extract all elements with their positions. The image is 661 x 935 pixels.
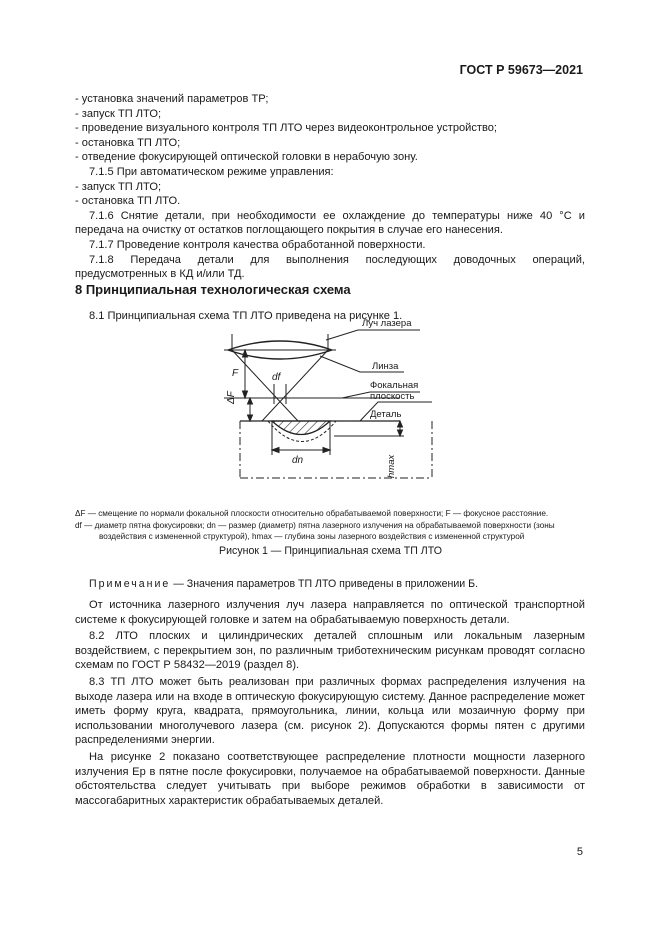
label-laser-beam: Луч лазера — [362, 318, 412, 329]
figure-legend — [75, 508, 585, 543]
clause-7-1-5: 7.1.5 При автоматическом режиме управления: — [89, 165, 334, 178]
note-label: Примечание — [89, 578, 171, 590]
figure-caption: Рисунок 1 — Принципиальная схема ТП ЛТО — [219, 545, 442, 557]
note — [89, 578, 478, 590]
paragraph: 8.3 ТП ЛТО может быть реализован при различных формах распределения излучения на выходе лазера или на входе в оптическую фокусирующую систему. Данное распределение может иметь форму круга, квадрата, прямоугольника, линии, кольца или мозаичную форму при использовании многолучевого лазера (см. рисунок 2). Допускаются формы пятен с другими распределениями энергии. — [75, 675, 585, 747]
ray-right — [262, 350, 328, 421]
text-block-bottom — [75, 598, 585, 808]
section-8-heading: 8 Принципиальная технологическая схема — [75, 282, 351, 297]
page-number: 5 — [576, 846, 583, 858]
symbol-hmax: hmax — [386, 454, 397, 478]
document-header: ГОСТ Р 59673—2021 — [459, 63, 583, 77]
label-focal-plane-2: плоскость — [370, 391, 415, 402]
label-focal-plane-1: Фокальная — [370, 380, 419, 391]
legend-line: df — диаметр пятна фокусировки; dn — размер (диаметр) пятна лазерного излучения на обрабатываемой поверхности (зоны — [75, 520, 555, 530]
legend-line: воздействия с измененной структурой), hmax — глубина зоны лазерного воздействия с измененной структурой — [99, 532, 525, 541]
clause-7-1-6: 7.1.6 Снятие детали, при необходимости ее охлаждение до температуры ниже 40 °С и передача на очистку от остатков поглощающего покрытия в случае его нанесения. — [75, 209, 585, 237]
symbol-delta-F: ΔF — [226, 391, 237, 404]
label-lens: Линза — [372, 361, 399, 372]
list-item: - запуск ТП ЛТО; — [75, 180, 162, 193]
list-item: - проведение визуального контроля ТП ЛТО через видеоконтрольное устройство; — [75, 122, 498, 135]
clause-8-1: 8.1 Принципиальная схема ТП ЛТО приведена на рисунке 1. — [89, 310, 403, 322]
clause-7-1-8: 7.1.8 Передача детали для выполнения последующих доводочных операций, предусмотренных в КД и/или ТД. — [75, 253, 585, 281]
list-item: - остановка ТП ЛТО; — [75, 136, 181, 149]
symbol-F: F — [232, 368, 239, 379]
list-item: - запуск ТП ЛТО; — [75, 107, 162, 120]
clause-7-1-7: 7.1.7 Проведение контроля качества обработанной поверхности. — [89, 238, 426, 251]
label-part: Деталь — [370, 409, 402, 420]
symbol-df: df — [272, 372, 281, 383]
note-text: — Значения параметров ТП ЛТО приведены в приложении Б. — [170, 578, 479, 590]
treated-zone — [272, 421, 330, 435]
list-item: - установка значений параметров ТР; — [75, 93, 269, 105]
paragraph: На рисунке 2 показано соответствующее распределение плотности мощности лазерного излучения Ep в пятне после фокусировки, получаемое на обрабатываемой поверхности. Данные обстоятельства следует учитывать при выборе режимов обработки в зависимости от массогабаритных характеристик обрабатываемых деталей. — [75, 750, 585, 807]
list-item: - отведение фокусирующей оптической головки в нерабочую зону. — [75, 151, 418, 164]
list-item: - остановка ТП ЛТО. — [75, 195, 181, 208]
legend-line: ΔF — смещение по нормали фокальной плоскости относительно обрабатываемой поверхности; F — фокусное расстояние. — [75, 509, 549, 518]
paragraph: От источника лазерного излучения луч лазера направляется по оптической транспортной системе к фокусирующей головке и затем на обрабатываемую поверхность детали. — [75, 599, 585, 626]
paragraph: 8.2 ЛТО плоских и цилиндрических деталей сплошным или локальным лазерным воздействием, с перекрытием зон, по различным триботехническим рисункам проводят согласно схемам по ГОСТ Р 58432—2019 (раздел 8). — [75, 630, 585, 672]
ray-left — [232, 350, 298, 421]
symbol-dn: dn — [292, 455, 304, 466]
